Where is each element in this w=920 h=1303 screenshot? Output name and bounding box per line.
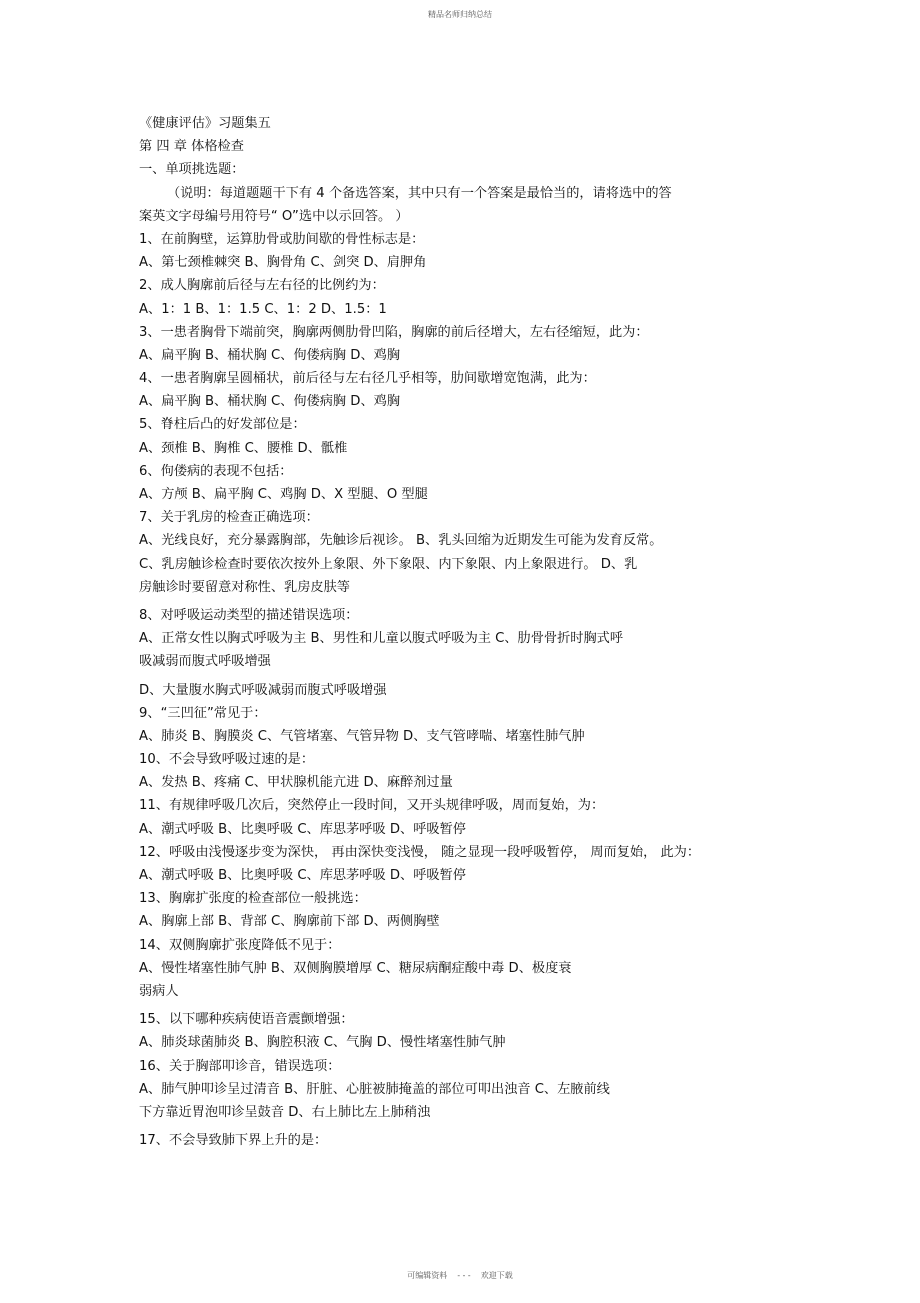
document-title: 《健康评估》习题集五 — [139, 116, 271, 131]
question-stem: 11、有规律呼吸几次后，突然停止一段时间，又开头规律呼吸，周而复始，为： — [139, 798, 605, 814]
page-footer-note: 可编辑资料 - - - 欢迎下载 — [407, 1271, 513, 1280]
question-stem: 1、在前胸壁，运算肋骨或肋间歇的骨性标志是： — [139, 231, 425, 247]
answer-options: A、肺气肿叩诊呈过清音 B、肝脏、心脏被肺掩盖的部位可叩出浊音 C、左腋前线 — [139, 1081, 610, 1097]
question-stem: 15、以下哪种疾病使语音震颤增强： — [139, 1012, 354, 1028]
instruction-line: 案英文字母编号用符号“ O”选中以示回答。 ） — [139, 208, 409, 224]
instruction-line: （说明：每道题题干下有 4 个备选答案，其中只有一个答案是最恰当的，请将选中的答 — [167, 185, 672, 201]
answer-options: A、正常女性以胸式呼吸为主 B、男性和儿童以腹式呼吸为主 C、肋骨骨折时胸式呼 — [139, 631, 624, 647]
answer-options: A、1：1 B、1：1.5 C、1：2 D、1.5：1 — [139, 301, 387, 317]
question-stem: 3、一患者胸骨下端前突，胸廓两侧肋骨凹陷，胸廓的前后径增大，左右径缩短，此为： — [139, 324, 649, 340]
answer-options: 吸减弱而腹式呼吸增强 — [139, 654, 271, 670]
document-body — [139, 112, 789, 1152]
answer-options: 弱病人 — [139, 983, 179, 999]
answer-options: 下方靠近胃泡叩诊呈鼓音 D、右上肺比左上肺稍浊 — [139, 1104, 431, 1120]
section-heading: 一、单项挑选题： — [139, 162, 245, 178]
question-stem: 5、脊柱后凸的好发部位是： — [139, 417, 306, 433]
question-stem: 10、不会导致呼吸过速的是： — [139, 752, 315, 768]
answer-options: A、潮式呼吸 B、比奥呼吸 C、库思茅呼吸 D、呼吸暂停 — [139, 868, 466, 883]
answer-options: D、大量腹水胸式呼吸减弱而腹式呼吸增强 — [139, 682, 387, 698]
question-stem: 12、呼吸由浅慢逐步变为深快， 再由深快变浅慢， 随之显现一段呼吸暂停， 周而复始， 此为： — [139, 844, 701, 860]
answer-options: 房触诊时要留意对称性、乳房皮肤等 — [139, 579, 350, 595]
answer-options: A、肺炎球菌肺炎 B、胸腔积液 C、气胸 D、慢性堵塞性肺气肿 — [139, 1035, 506, 1051]
answer-options: C、乳房触诊检查时要依次按外上象限、外下象限、内下象限、内上象限进行。 D、乳 — [139, 556, 638, 572]
question-stem: 16、关于胸部叩诊音，错误选项： — [139, 1058, 341, 1074]
question-stem: 14、双侧胸廓扩张度降低不见于： — [139, 937, 341, 953]
chapter-heading: 第 四 章 体格检查 — [139, 139, 244, 155]
answer-options: A、发热 B、疼痛 C、甲状腺机能亢进 D、麻醉剂过量 — [139, 775, 453, 791]
answer-options: A、第七颈椎棘突 B、胸骨角 C、剑突 D、肩胛角 — [139, 255, 427, 271]
question-list — [139, 228, 789, 1152]
question-stem: 7、关于乳房的检查正确选项： — [139, 510, 319, 526]
answer-options: A、光线良好，充分暴露胸部，先触诊后视诊。 B、乳头回缩为近期发生可能为发育反常。 — [139, 533, 663, 549]
answer-options: A、方颅 B、扁平胸 C、鸡胸 D、X 型腿、O 型腿 — [139, 487, 428, 502]
answer-options: A、潮式呼吸 B、比奥呼吸 C、库思茅呼吸 D、呼吸暂停 — [139, 821, 466, 837]
answer-options: A、慢性堵塞性肺气肿 B、双侧胸膜增厚 C、糖尿病酮症酸中毒 D、极度衰 — [139, 960, 572, 976]
answer-options: A、颈椎 B、胸椎 C、腰椎 D、骶椎 — [139, 440, 348, 456]
answer-options: A、肺炎 B、胸膜炎 C、气管堵塞、气管异物 D、支气管哮喘、堵塞性肺气肿 — [139, 728, 585, 744]
page-header-note: 精品名师归纳总结 — [428, 10, 492, 19]
answer-options: A、扁平胸 B、桶状胸 C、佝偻病胸 D、鸡胸 — [139, 347, 401, 363]
answer-options: A、胸廓上部 B、背部 C、胸廓前下部 D、两侧胸壁 — [139, 914, 440, 930]
question-stem: 6、佝偻病的表现不包括： — [139, 463, 293, 479]
question-stem: 9、“三凹征”常见于： — [139, 705, 267, 721]
question-stem: 2、成人胸廓前后径与左右径的比例约为： — [139, 278, 385, 294]
question-stem: 8、对呼吸运动类型的描述错误选项： — [139, 607, 359, 623]
answer-options: A、扁平胸 B、桶状胸 C、佝偻病胸 D、鸡胸 — [139, 394, 401, 410]
question-stem: 4、一患者胸廓呈圆桶状，前后径与左右径几乎相等，肋间歇增宽饱满，此为： — [139, 371, 596, 387]
question-stem: 17、不会导致肺下界上升的是： — [139, 1133, 328, 1149]
question-stem: 13、胸廓扩张度的检查部位一般挑选： — [139, 891, 367, 907]
